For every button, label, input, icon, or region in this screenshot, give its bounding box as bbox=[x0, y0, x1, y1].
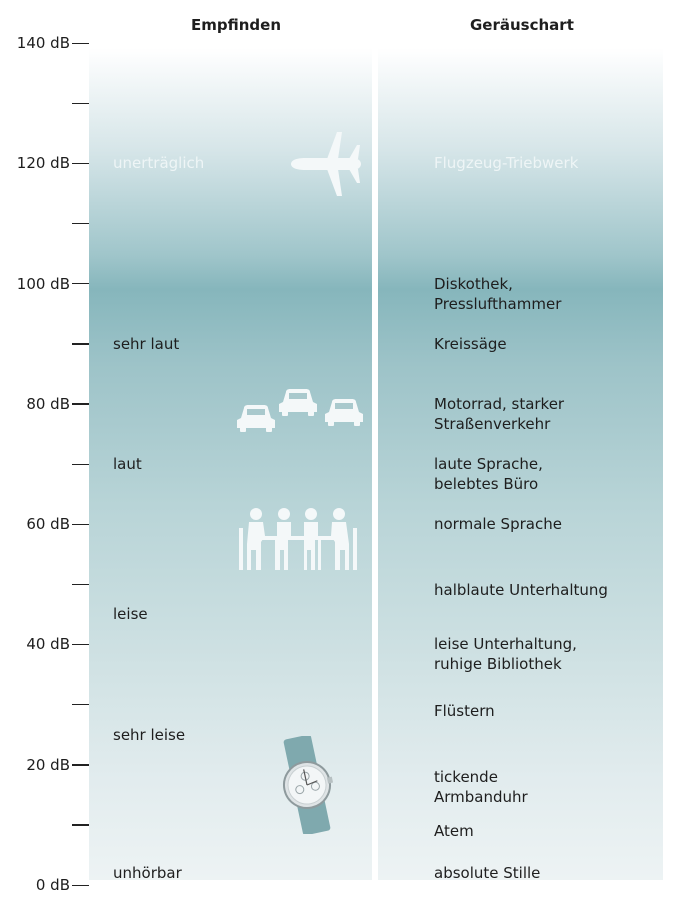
perception-label: unerträglich bbox=[113, 154, 205, 173]
noise-label bbox=[434, 701, 495, 721]
airplane-icon bbox=[287, 131, 363, 197]
people-at-table-icon bbox=[239, 506, 357, 570]
scale-tick bbox=[72, 403, 89, 404]
scale-tick bbox=[72, 464, 89, 465]
noise-label-line: Atem bbox=[434, 821, 474, 840]
scale-label: 120 dB bbox=[16, 154, 70, 173]
perception-label: sehr laut bbox=[113, 334, 180, 353]
scale-tick bbox=[72, 103, 89, 104]
noise-label-line: tickende bbox=[434, 767, 498, 786]
header-noise-type: Geräuschart bbox=[470, 16, 574, 34]
noise-label bbox=[434, 454, 543, 494]
scale-label: 100 dB bbox=[16, 274, 70, 293]
scale-tick bbox=[72, 584, 89, 585]
perception-label: sehr leise bbox=[113, 725, 186, 744]
cars-icon bbox=[235, 386, 365, 434]
scale-tick bbox=[72, 43, 89, 44]
noise-label-line: Presslufthammer bbox=[434, 294, 562, 313]
noise-label bbox=[434, 580, 608, 600]
wristwatch-icon bbox=[277, 736, 337, 834]
noise-label-line: Kreissäge bbox=[434, 334, 507, 353]
noise-label-line: Flüstern bbox=[434, 701, 495, 720]
perception-label: unhörbar bbox=[113, 863, 182, 882]
scale-tick bbox=[72, 223, 89, 224]
noise-label bbox=[434, 153, 578, 173]
scale-tick bbox=[72, 163, 89, 164]
scale-label: 20 dB bbox=[26, 755, 70, 774]
noise-label bbox=[434, 863, 540, 883]
scale-label: 60 dB bbox=[26, 515, 70, 534]
noise-label-line: Diskothek, bbox=[434, 274, 513, 293]
noise-label-line: normale Sprache bbox=[434, 515, 562, 534]
noise-label-line: belebtes Büro bbox=[434, 475, 539, 493]
scale-tick bbox=[72, 764, 89, 765]
noise-label bbox=[434, 767, 528, 807]
scale-tick bbox=[72, 824, 89, 825]
noise-label-line: halblaute Unterhaltung bbox=[434, 581, 608, 600]
perception-label: laut bbox=[113, 455, 142, 473]
scale-tick bbox=[72, 885, 89, 886]
noise-label bbox=[434, 274, 561, 314]
scale-label: 140 dB bbox=[16, 34, 70, 52]
scale-tick bbox=[72, 343, 89, 344]
noise-label bbox=[434, 514, 562, 534]
scale-label: 80 dB bbox=[26, 394, 70, 413]
scale-tick bbox=[72, 704, 89, 705]
noise-label-line: leise Unterhaltung, bbox=[434, 635, 577, 654]
noise-label-line: Motorrad, starker bbox=[434, 394, 565, 413]
noise-label bbox=[434, 634, 577, 674]
scale-tick bbox=[72, 283, 89, 284]
scale-tick bbox=[72, 524, 89, 525]
noise-label-line: Armbanduhr bbox=[434, 787, 528, 806]
scale-label: 40 dB bbox=[26, 635, 70, 654]
noise-label-line: laute Sprache, bbox=[434, 455, 543, 473]
noise-label bbox=[434, 394, 564, 434]
noise-label bbox=[434, 334, 507, 354]
noise-label bbox=[434, 821, 474, 841]
noise-label-line: absolute Stille bbox=[434, 863, 541, 882]
scale-label: 0 dB bbox=[35, 876, 70, 894]
scale-tick bbox=[72, 644, 89, 645]
header-perception: Empfinden bbox=[191, 16, 281, 34]
noise-label-line: ruhige Bibliothek bbox=[434, 655, 562, 674]
noise-label-line: Straßenverkehr bbox=[434, 414, 551, 433]
perception-label: leise bbox=[113, 605, 148, 624]
noise-label-line: Flugzeug-Triebwerk bbox=[434, 154, 579, 173]
